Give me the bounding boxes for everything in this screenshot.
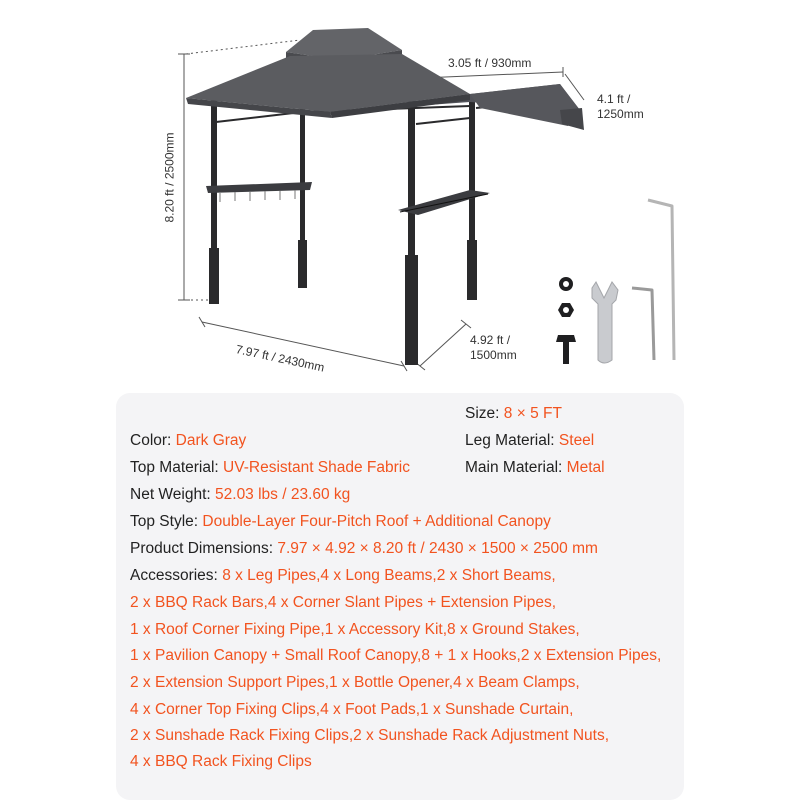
accessory-line [130,726,609,746]
spec-product-dimensions-value: 7.97 × 4.92 × 8.20 ft / 2430 × 1500 × 2500 mm [277,540,598,557]
spec-top-material-value: UV-Resistant Shade Fabric [223,459,410,476]
spec-net-weight-value: 52.03 lbs / 23.60 kg [215,486,351,503]
bolt-icon [556,335,576,364]
bbq-shelves [206,182,490,215]
spec-leg-material [465,431,594,451]
depth-dimension-label-line1: 4.92 ft / [470,333,511,347]
spec-size-value: 8 × 5 FT [503,405,562,422]
accessory-line-text: 1 x Pavilion Canopy + Small Roof Canopy,8 + 1 x Hooks,2 x Extension Pipes, [130,647,662,664]
accessory-line [130,646,661,666]
accessory-line-text: 2 x Sunshade Rack Fixing Clips,2 x Sunshade Rack Adjustment Nuts, [130,727,610,744]
accessory-line-text: 4 x Corner Top Fixing Clips,4 x Foot Pads,1 x Sunshade Curtain, [130,701,574,718]
accessory-line-text: 2 x Extension Support Pipes,1 x Bottle Opener,4 x Beam Clamps, [130,674,580,691]
gazebo-frame [209,96,560,365]
spec-color [130,431,246,451]
spec-product-dimensions [130,539,598,559]
accessory-line-text: 1 x Roof Corner Fixing Pipe,1 x Accessory Kit,8 x Ground Stakes, [130,621,580,638]
spec-top-style [130,512,551,532]
spec-main-material-label: Main Material: [465,459,563,476]
spec-size [465,404,562,424]
spec-top-style-label: Top Style: [130,513,199,530]
spec-size-label: Size: [465,405,500,422]
hardware-accessories [556,200,674,364]
spec-main-material [465,458,605,478]
canopy-depth-dimension-label-line2: 1250mm [597,107,644,121]
gazebo-canopy [186,28,584,130]
accessory-line-text: 2 x BBQ Rack Bars,4 x Corner Slant Pipes + Extension Pipes, [130,594,557,611]
accessory-line [130,593,556,613]
spec-top-material [130,458,410,478]
wrench-icon [592,282,618,363]
spec-main-material-value: Metal [566,459,605,476]
spec-accessories [130,566,556,586]
canopy-depth-dimension-label-line1: 4.1 ft / [597,92,631,106]
spec-color-value: Dark Gray [175,432,247,449]
depth-dimension-label-line2: 1500mm [470,348,517,362]
accessory-line-text: 4 x BBQ Rack Fixing Clips [130,753,312,770]
spec-product-dimensions-label: Product Dimensions: [130,540,274,557]
accessory-line [130,700,573,720]
accessory-line [130,752,312,772]
spec-top-material-label: Top Material: [130,459,219,476]
accessory-line: 8 x Leg Pipes,4 x Long Beams,2 x Short Beams, [222,567,556,584]
washer-icon [559,277,573,291]
hex-key-icon [632,200,674,360]
accessory-line [130,673,580,693]
spec-top-style-value: Double-Layer Four-Pitch Roof + Additional Canopy [202,513,551,530]
spec-leg-material-value: Steel [558,432,595,449]
width-dimension-label: 7.97 ft / 2430mm [234,342,326,375]
spec-color-label: Color: [130,432,172,449]
spec-net-weight-label: Net Weight: [130,486,211,503]
spec-accessories-label: Accessories: [130,567,218,584]
canopy-width-dimension-label: 3.05 ft / 930mm [448,56,532,70]
accessory-line [130,620,580,640]
nut-icon [558,303,574,317]
spec-leg-material-label: Leg Material: [465,432,555,449]
spec-net-weight [130,485,350,505]
height-dimension-label: 8.20 ft / 2500mm [162,132,177,223]
gazebo-illustration [0,0,800,392]
